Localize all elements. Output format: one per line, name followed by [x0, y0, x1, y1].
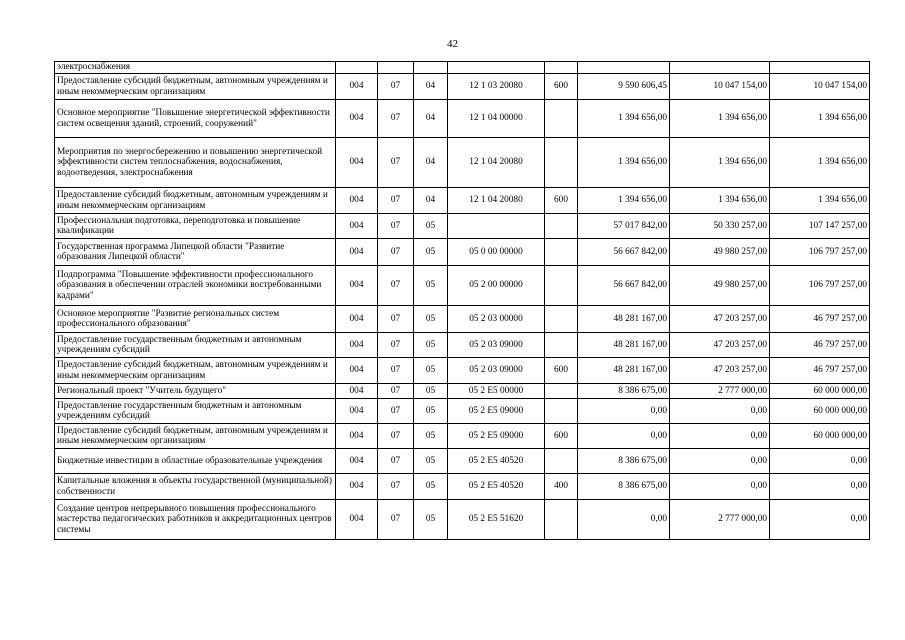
row-name-cell: Региональный проект "Учитель будущего": [55, 384, 336, 399]
section-code-cell: 07: [378, 306, 414, 333]
amount-year-2-cell: 1 394 656,00: [670, 138, 770, 188]
amount-year-3-cell: 60 000 000,00: [770, 399, 870, 424]
amount-year-2-cell: 0,00: [670, 399, 770, 424]
amount-year-1-cell: 48 281 167,00: [578, 306, 670, 333]
expense-type-code-cell: [545, 62, 578, 74]
row-name-cell: Предоставление субсидий бюджетным, автономным учреждениям и иным некоммерческим организациям: [55, 74, 336, 100]
amount-year-3-cell: 107 147 257,00: [770, 214, 870, 239]
amount-year-3-cell: 1 394 656,00: [770, 138, 870, 188]
amount-year-2-cell: 47 203 257,00: [670, 358, 770, 384]
amount-year-2-cell: 47 203 257,00: [670, 333, 770, 358]
target-article-code-cell: 05 2 E5 00000: [448, 384, 545, 399]
table-row: [55, 399, 870, 424]
expense-type-code-cell: [545, 449, 578, 474]
amount-year-3-cell: [770, 62, 870, 74]
table-row: [55, 384, 870, 399]
target-article-code-cell: 05 2 E5 40520: [448, 474, 545, 500]
target-article-code-cell: 05 2 E5 51620: [448, 500, 545, 540]
target-article-code-cell: 05 2 E5 09000: [448, 399, 545, 424]
ved-code-cell: 004: [336, 358, 378, 384]
subsection-code-cell: 04: [414, 138, 448, 188]
budget-table-body: [55, 62, 870, 540]
expense-type-code-cell: 600: [545, 424, 578, 449]
target-article-code-cell: 05 2 03 00000: [448, 306, 545, 333]
ved-code-cell: 004: [336, 399, 378, 424]
ved-code-cell: 004: [336, 424, 378, 449]
row-name-cell: Основное мероприятие "Повышение энергетической эффективности систем освещения зданий, строений, сооружений": [55, 100, 336, 138]
table-row: [55, 358, 870, 384]
ved-code-cell: 004: [336, 100, 378, 138]
amount-year-1-cell: 57 017 842,00: [578, 214, 670, 239]
amount-year-1-cell: 1 394 656,00: [578, 188, 670, 214]
row-name-cell: Создание центров непрерывного повышения профессионального мастерства педагогических работников и аккредитационных центров системы: [55, 500, 336, 540]
row-name-cell: Предоставление субсидий бюджетным, автономным учреждениям и иным некоммерческим организациям: [55, 188, 336, 214]
subsection-code-cell: [414, 62, 448, 74]
table-row: [55, 500, 870, 540]
ved-code-cell: 004: [336, 306, 378, 333]
ved-code-cell: 004: [336, 214, 378, 239]
target-article-code-cell: 12 1 04 20080: [448, 188, 545, 214]
amount-year-3-cell: 1 394 656,00: [770, 188, 870, 214]
expense-type-code-cell: [545, 333, 578, 358]
section-code-cell: 07: [378, 266, 414, 306]
subsection-code-cell: 05: [414, 384, 448, 399]
target-article-code-cell: [448, 214, 545, 239]
amount-year-3-cell: 0,00: [770, 449, 870, 474]
section-code-cell: 07: [378, 333, 414, 358]
ved-code-cell: 004: [336, 500, 378, 540]
expense-type-code-cell: 600: [545, 74, 578, 100]
table-row: [55, 306, 870, 333]
table-row: [55, 100, 870, 138]
subsection-code-cell: 04: [414, 100, 448, 138]
expense-type-code-cell: [545, 266, 578, 306]
subsection-code-cell: 05: [414, 239, 448, 266]
row-name-cell: Государственная программа Липецкой области "Развитие образования Липецкой области": [55, 239, 336, 266]
row-name-cell: Предоставление государственным бюджетным и автономным учреждениям субсидий: [55, 399, 336, 424]
row-name-cell: Бюджетные инвестиции в областные образовательные учреждения: [55, 449, 336, 474]
table-row: [55, 188, 870, 214]
section-code-cell: 07: [378, 358, 414, 384]
subsection-code-cell: 05: [414, 474, 448, 500]
table-row: [55, 138, 870, 188]
amount-year-1-cell: 48 281 167,00: [578, 358, 670, 384]
target-article-code-cell: 05 2 03 09000: [448, 333, 545, 358]
row-name-cell: Мероприятия по энергосбережению и повышению энергетической эффективности систем теплоснабжения, водоснабжения, водоотведения, электроснабжения: [55, 138, 336, 188]
section-code-cell: 07: [378, 239, 414, 266]
amount-year-3-cell: 46 797 257,00: [770, 333, 870, 358]
target-article-code-cell: 12 1 04 00000: [448, 100, 545, 138]
amount-year-3-cell: 10 047 154,00: [770, 74, 870, 100]
amount-year-1-cell: 9 590 606,45: [578, 74, 670, 100]
amount-year-1-cell: 8 386 675,00: [578, 449, 670, 474]
target-article-code-cell: 05 2 00 00000: [448, 266, 545, 306]
subsection-code-cell: 05: [414, 266, 448, 306]
section-code-cell: 07: [378, 138, 414, 188]
ved-code-cell: 004: [336, 449, 378, 474]
amount-year-1-cell: [578, 62, 670, 74]
ved-code-cell: 004: [336, 333, 378, 358]
expense-type-code-cell: [545, 384, 578, 399]
subsection-code-cell: 05: [414, 449, 448, 474]
subsection-code-cell: 05: [414, 306, 448, 333]
amount-year-1-cell: 1 394 656,00: [578, 138, 670, 188]
amount-year-3-cell: 1 394 656,00: [770, 100, 870, 138]
amount-year-1-cell: 56 667 842,00: [578, 239, 670, 266]
subsection-code-cell: 05: [414, 333, 448, 358]
subsection-code-cell: 05: [414, 214, 448, 239]
amount-year-2-cell: 47 203 257,00: [670, 306, 770, 333]
amount-year-2-cell: 1 394 656,00: [670, 188, 770, 214]
section-code-cell: 07: [378, 399, 414, 424]
ved-code-cell: 004: [336, 266, 378, 306]
amount-year-3-cell: 46 797 257,00: [770, 306, 870, 333]
amount-year-3-cell: 0,00: [770, 500, 870, 540]
ved-code-cell: 004: [336, 239, 378, 266]
expense-type-code-cell: [545, 138, 578, 188]
amount-year-3-cell: 60 000 000,00: [770, 384, 870, 399]
row-name-cell: электроснабжения: [55, 62, 336, 74]
amount-year-2-cell: 10 047 154,00: [670, 74, 770, 100]
amount-year-1-cell: 8 386 675,00: [578, 384, 670, 399]
target-article-code-cell: 05 2 E5 40520: [448, 449, 545, 474]
target-article-code-cell: 05 0 00 00000: [448, 239, 545, 266]
expense-type-code-cell: 600: [545, 188, 578, 214]
subsection-code-cell: 05: [414, 399, 448, 424]
target-article-code-cell: 05 2 03 09000: [448, 358, 545, 384]
ved-code-cell: 004: [336, 188, 378, 214]
amount-year-1-cell: 48 281 167,00: [578, 333, 670, 358]
section-code-cell: [378, 62, 414, 74]
amount-year-2-cell: 2 777 000,00: [670, 384, 770, 399]
table-row: [55, 449, 870, 474]
table-row: [55, 266, 870, 306]
amount-year-3-cell: 60 000 000,00: [770, 424, 870, 449]
table-row: [55, 214, 870, 239]
subsection-code-cell: 04: [414, 188, 448, 214]
amount-year-2-cell: [670, 62, 770, 74]
expense-type-code-cell: [545, 399, 578, 424]
table-row: [55, 474, 870, 500]
amount-year-2-cell: 0,00: [670, 449, 770, 474]
row-name-cell: Капитальные вложения в объекты государственной (муниципальной) собственности: [55, 474, 336, 500]
table-row: [55, 62, 870, 74]
subsection-code-cell: 05: [414, 500, 448, 540]
section-code-cell: 07: [378, 449, 414, 474]
amount-year-1-cell: 8 386 675,00: [578, 474, 670, 500]
table-row: [55, 74, 870, 100]
section-code-cell: 07: [378, 214, 414, 239]
row-name-cell: Предоставление субсидий бюджетным, автономным учреждениям и иным некоммерческим организациям: [55, 358, 336, 384]
ved-code-cell: 004: [336, 384, 378, 399]
amount-year-3-cell: 106 797 257,00: [770, 266, 870, 306]
section-code-cell: 07: [378, 424, 414, 449]
target-article-code-cell: [448, 62, 545, 74]
expense-type-code-cell: [545, 239, 578, 266]
expense-type-code-cell: 400: [545, 474, 578, 500]
expense-type-code-cell: 600: [545, 358, 578, 384]
ved-code-cell: [336, 62, 378, 74]
amount-year-2-cell: 49 980 257,00: [670, 239, 770, 266]
section-code-cell: 07: [378, 384, 414, 399]
ved-code-cell: 004: [336, 74, 378, 100]
section-code-cell: 07: [378, 74, 414, 100]
amount-year-1-cell: 1 394 656,00: [578, 100, 670, 138]
expense-type-code-cell: [545, 500, 578, 540]
expense-type-code-cell: [545, 214, 578, 239]
table-row: [55, 239, 870, 266]
subsection-code-cell: 05: [414, 358, 448, 384]
section-code-cell: 07: [378, 500, 414, 540]
subsection-code-cell: 05: [414, 424, 448, 449]
ved-code-cell: 004: [336, 474, 378, 500]
amount-year-1-cell: 0,00: [578, 399, 670, 424]
target-article-code-cell: 12 1 04 20080: [448, 138, 545, 188]
expense-type-code-cell: [545, 100, 578, 138]
amount-year-2-cell: 2 777 000,00: [670, 500, 770, 540]
ved-code-cell: 004: [336, 138, 378, 188]
row-name-cell: Предоставление субсидий бюджетным, автономным учреждениям и иным некоммерческим организациям: [55, 424, 336, 449]
section-code-cell: 07: [378, 188, 414, 214]
amount-year-2-cell: 50 330 257,00: [670, 214, 770, 239]
amount-year-1-cell: 0,00: [578, 500, 670, 540]
target-article-code-cell: 05 2 E5 09000: [448, 424, 545, 449]
section-code-cell: 07: [378, 100, 414, 138]
section-code-cell: 07: [378, 474, 414, 500]
amount-year-3-cell: 106 797 257,00: [770, 239, 870, 266]
amount-year-3-cell: 0,00: [770, 474, 870, 500]
budget-table: [54, 61, 870, 540]
table-row: [55, 424, 870, 449]
amount-year-2-cell: 1 394 656,00: [670, 100, 770, 138]
table-row: [55, 333, 870, 358]
row-name-cell: Профессиональная подготовка, переподготовка и повышение квалификации: [55, 214, 336, 239]
row-name-cell: Основное мероприятие "Развитие региональных систем профессионального образования": [55, 306, 336, 333]
amount-year-1-cell: 0,00: [578, 424, 670, 449]
row-name-cell: Подпрограмма "Повышение эффективности профессионального образования в обеспечении отраслей экономики востребованными кадрами": [55, 266, 336, 306]
amount-year-2-cell: 0,00: [670, 474, 770, 500]
expense-type-code-cell: [545, 306, 578, 333]
row-name-cell: Предоставление государственным бюджетным и автономным учреждениям субсидий: [55, 333, 336, 358]
amount-year-1-cell: 56 667 842,00: [578, 266, 670, 306]
amount-year-2-cell: 0,00: [670, 424, 770, 449]
amount-year-3-cell: 46 797 257,00: [770, 358, 870, 384]
target-article-code-cell: 12 1 03 20080: [448, 74, 545, 100]
subsection-code-cell: 04: [414, 74, 448, 100]
page-number: 42: [447, 38, 458, 50]
amount-year-2-cell: 49 980 257,00: [670, 266, 770, 306]
